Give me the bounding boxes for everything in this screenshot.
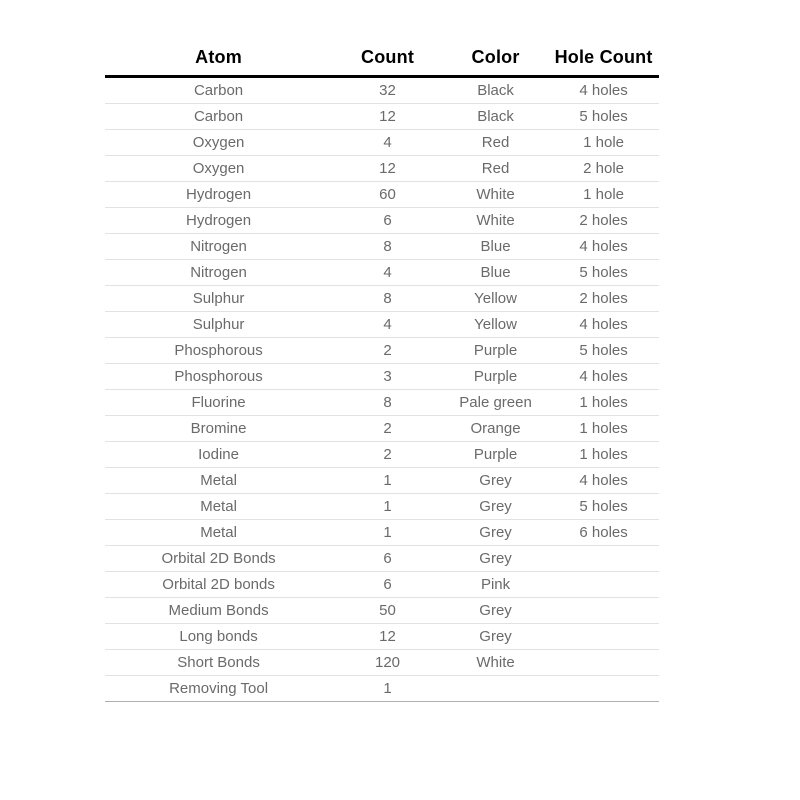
cell-color: Blue — [443, 260, 548, 286]
cell-atom: Hydrogen — [105, 182, 332, 208]
table-row — [105, 104, 659, 130]
table-header — [105, 47, 659, 77]
cell-atom: Oxygen — [105, 130, 332, 156]
cell-count: 32 — [332, 77, 443, 104]
cell-count: 8 — [332, 390, 443, 416]
cell-hole-count: 1 holes — [548, 416, 659, 442]
cell-hole-count: 5 holes — [548, 104, 659, 130]
cell-atom: Sulphur — [105, 312, 332, 338]
table-row — [105, 442, 659, 468]
table-row — [105, 130, 659, 156]
cell-atom: Sulphur — [105, 286, 332, 312]
cell-hole-count: 4 holes — [548, 364, 659, 390]
table-row — [105, 234, 659, 260]
column-header-count: Count — [361, 47, 415, 67]
cell-color: Yellow — [443, 286, 548, 312]
cell-color: Grey — [443, 468, 548, 494]
cell-atom: Hydrogen — [105, 208, 332, 234]
cell-count: 4 — [332, 260, 443, 286]
cell-count: 60 — [332, 182, 443, 208]
atom-count-table — [105, 47, 659, 702]
cell-hole-count: 2 holes — [548, 286, 659, 312]
cell-atom: Orbital 2D bonds — [105, 572, 332, 598]
cell-color: Red — [443, 130, 548, 156]
cell-atom: Medium Bonds — [105, 598, 332, 624]
cell-atom: Metal — [105, 494, 332, 520]
cell-atom: Long bonds — [105, 624, 332, 650]
cell-hole-count: 1 holes — [548, 390, 659, 416]
cell-color — [443, 676, 548, 702]
table-row — [105, 312, 659, 338]
cell-hole-count: 1 holes — [548, 442, 659, 468]
cell-count: 2 — [332, 338, 443, 364]
table-row — [105, 468, 659, 494]
cell-hole-count: 2 hole — [548, 156, 659, 182]
table-row — [105, 156, 659, 182]
column-header-hole-count: Hole Count — [554, 47, 653, 67]
table-row — [105, 624, 659, 650]
cell-atom: Nitrogen — [105, 234, 332, 260]
cell-count: 120 — [332, 650, 443, 676]
cell-hole-count: 4 holes — [548, 468, 659, 494]
cell-color: White — [443, 650, 548, 676]
cell-count: 6 — [332, 572, 443, 598]
cell-hole-count: 4 holes — [548, 312, 659, 338]
table-row — [105, 77, 659, 104]
cell-count: 12 — [332, 156, 443, 182]
cell-atom: Metal — [105, 520, 332, 546]
cell-atom: Orbital 2D Bonds — [105, 546, 332, 572]
cell-atom: Phosphorous — [105, 338, 332, 364]
cell-atom: Short Bonds — [105, 650, 332, 676]
cell-count: 6 — [332, 546, 443, 572]
cell-atom: Phosphorous — [105, 364, 332, 390]
table-row — [105, 520, 659, 546]
cell-count: 12 — [332, 104, 443, 130]
cell-color: Purple — [443, 442, 548, 468]
cell-hole-count — [548, 624, 659, 650]
cell-atom: Removing Tool — [105, 676, 332, 702]
cell-atom: Iodine — [105, 442, 332, 468]
cell-hole-count — [548, 598, 659, 624]
table-row — [105, 364, 659, 390]
cell-count: 1 — [332, 494, 443, 520]
cell-count: 1 — [332, 520, 443, 546]
table-row — [105, 572, 659, 598]
table-row — [105, 546, 659, 572]
cell-color: Purple — [443, 338, 548, 364]
cell-count: 3 — [332, 364, 443, 390]
table-row — [105, 260, 659, 286]
atom-table-visual — [105, 47, 659, 702]
table-row — [105, 416, 659, 442]
table-row — [105, 676, 659, 702]
column-header-atom: Atom — [195, 47, 242, 67]
cell-hole-count: 5 holes — [548, 494, 659, 520]
cell-count: 2 — [332, 416, 443, 442]
cell-color: Red — [443, 156, 548, 182]
cell-color: Orange — [443, 416, 548, 442]
header-row — [105, 47, 659, 77]
cell-color: Purple — [443, 364, 548, 390]
cell-atom: Carbon — [105, 77, 332, 104]
table-body — [105, 77, 659, 702]
table-row — [105, 286, 659, 312]
table-row — [105, 494, 659, 520]
cell-hole-count — [548, 676, 659, 702]
cell-color: Pale green — [443, 390, 548, 416]
cell-color: White — [443, 182, 548, 208]
cell-hole-count — [548, 650, 659, 676]
cell-hole-count: 5 holes — [548, 260, 659, 286]
cell-color: Grey — [443, 624, 548, 650]
cell-count: 6 — [332, 208, 443, 234]
table-row — [105, 598, 659, 624]
cell-color: Grey — [443, 598, 548, 624]
cell-color: White — [443, 208, 548, 234]
cell-count: 8 — [332, 286, 443, 312]
cell-atom: Nitrogen — [105, 260, 332, 286]
cell-color: Pink — [443, 572, 548, 598]
cell-count: 1 — [332, 676, 443, 702]
cell-hole-count: 6 holes — [548, 520, 659, 546]
cell-color: Black — [443, 104, 548, 130]
cell-color: Grey — [443, 546, 548, 572]
cell-count: 50 — [332, 598, 443, 624]
cell-hole-count: 1 hole — [548, 182, 659, 208]
column-header-color: Color — [471, 47, 520, 67]
cell-color: Yellow — [443, 312, 548, 338]
table-row — [105, 390, 659, 416]
cell-hole-count: 4 holes — [548, 77, 659, 104]
cell-atom: Fluorine — [105, 390, 332, 416]
cell-count: 1 — [332, 468, 443, 494]
table-row — [105, 338, 659, 364]
table-row — [105, 650, 659, 676]
cell-atom: Bromine — [105, 416, 332, 442]
cell-atom: Carbon — [105, 104, 332, 130]
cell-color: Grey — [443, 494, 548, 520]
table-row — [105, 182, 659, 208]
cell-atom: Metal — [105, 468, 332, 494]
cell-atom: Oxygen — [105, 156, 332, 182]
cell-color: Grey — [443, 520, 548, 546]
cell-hole-count — [548, 546, 659, 572]
cell-hole-count: 5 holes — [548, 338, 659, 364]
cell-hole-count: 1 hole — [548, 130, 659, 156]
cell-count: 2 — [332, 442, 443, 468]
cell-hole-count: 2 holes — [548, 208, 659, 234]
cell-color: Black — [443, 77, 548, 104]
cell-count: 4 — [332, 312, 443, 338]
cell-hole-count — [548, 572, 659, 598]
cell-count: 8 — [332, 234, 443, 260]
cell-count: 12 — [332, 624, 443, 650]
table-row — [105, 208, 659, 234]
cell-color: Blue — [443, 234, 548, 260]
cell-count: 4 — [332, 130, 443, 156]
cell-hole-count: 4 holes — [548, 234, 659, 260]
